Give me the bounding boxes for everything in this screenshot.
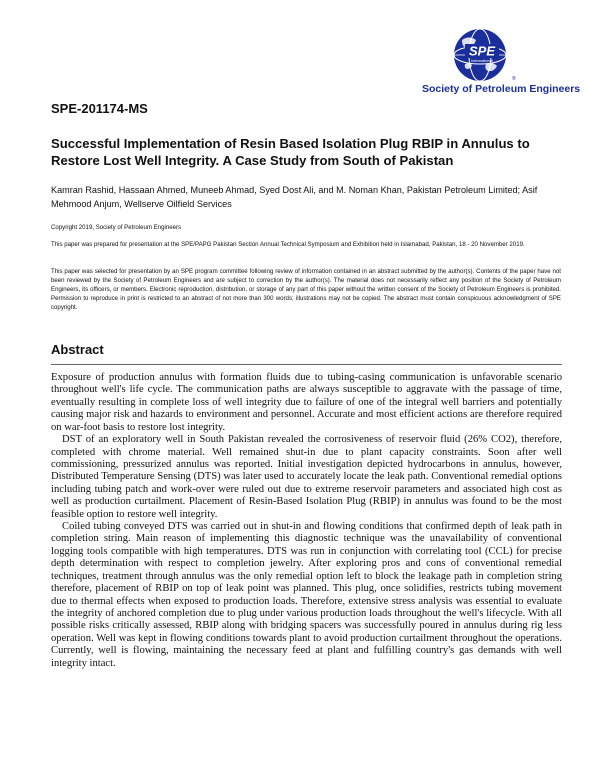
spe-logo — [422, 26, 581, 96]
globe-icon — [434, 26, 530, 84]
disclaimer-text: This paper was selected for presentation by an SPE program committee following review of information contained in an abstract submitted by the author(s). Contents of the paper have not been reviewed by the Society of Petroleum Engineers and are subject to correction by the author(s). The material does not necessarily reflect any position of the Society of Petroleum Engineers, its officers, or members. Electronic reproduction, distribution, or storage of any part of this paper without the written consent of the Society of Petroleum Engineers is prohibited. Permission to reproduce in print is restricted to an abstract of not more than 300 words; illustrations may not be copied. The abstract must contain conspicuous acknowledgment of SPE copyright. — [51, 268, 561, 311]
paper-title: Successful Implementation of Resin Based Isolation Plug RBIP in Annulus to Restore Lost Well Integrity. A Case Study from South of Pakistan — [51, 136, 530, 168]
author-list: Kamran Rashid, Hassaan Ahmed, Muneeb Ahmad, Syed Dost Ali, and M. Noman Khan, Pakistan Petroleum Limited; Asif Mehmood Anjum, Wellserve Oilfield Services — [51, 185, 538, 209]
abstract-divider — [51, 364, 562, 365]
copyright-notice: Copyright 2019, Society of Petroleum Engineers — [51, 224, 182, 231]
logo-badge-text: SPE — [468, 43, 496, 59]
abstract-paragraph: DST of an exploratory well in South Pakistan revealed the corrosiveness of reservoir fluid (26% CO2), therefore, completed with chrome material. Well remained shut-in due to plant capacity constraints. Soon after well commissioning, pressurized annulus was reported. Initial investigation depicted hydrocarbons in annulus, however, Distributed Temperature Sensing (DTS) was later used to accurately locate the leak path. Conventional remedial options including tubing patch and work-over were ruled out due to extreme reservoir parameters and associated high cost as well as production curtailment. Placement of Resin-Based Isolation Plug (RBIP) in annulus was found to be the most feasible option to restore well integrity. — [51, 434, 562, 520]
abstract-paragraph: Exposure of production annulus with formation fluids due to tubing-casing communication is unfavorable scenario throughout well's life cycle. The communication paths are always susceptible to aggravate with the passage of time, eventually resulting in complete loss of well integrity due to failure of one of the integral well barriers and potentially causing major risk and hazards to environment and personnel. Accurate and most efficient actions are therefore required on war-foot basis to restore lost integrity. — [51, 372, 562, 433]
logo-badge-subtext: International — [470, 58, 494, 63]
logo-org-name: Society of Petroleum Engineers — [422, 83, 581, 95]
abstract-heading: Abstract — [51, 342, 104, 357]
registered-mark-icon: ® — [512, 76, 516, 82]
abstract-paragraph: Coiled tubing conveyed DTS was carried out in shut-in and flowing conditions that confirmed depth of leak path in completion string. Main reason of implementing this diagnostic technique was the unavailability of conventional logging tools compatible with high temperatures. DTS was run in conjunction with correlating tool (CCL) for precise depth determination with respect to completion jewelry. After exploring pros and cons of conventional remedial techniques, treatment through annulus was the only remedial option left to block the leakage path in completion string therefore, placement of RBIP on top of leak point was planned. This plug, once solidifies, restricts tubing movement due to thermal effects when exposed to production loads. Therefore, extensive stress analysis was essential to evaluate the integrity of anchored completion due to plug under various production loads throughout the well's lifecycle. With all possible risks critically assessed, RBIP along with bridging spacers was successfully poured in annulus during rig less operation. Well was kept in flowing conditions towards plant to avoid production curtailment throughout the operations. Currently, well is flowing, maintaining the necessary feed at plant and fulfilling country's gas demands with well integrity intact. — [51, 521, 562, 669]
paper-id: SPE-201174-MS — [51, 101, 148, 116]
abstract-body — [51, 372, 562, 670]
presentation-note: This paper was prepared for presentation at the SPE/PAPG Pakistan Section Annual Technical Symposium and Exhibition held in Islamabad, Pakistan, 18 - 20 November 2019. — [51, 241, 525, 248]
